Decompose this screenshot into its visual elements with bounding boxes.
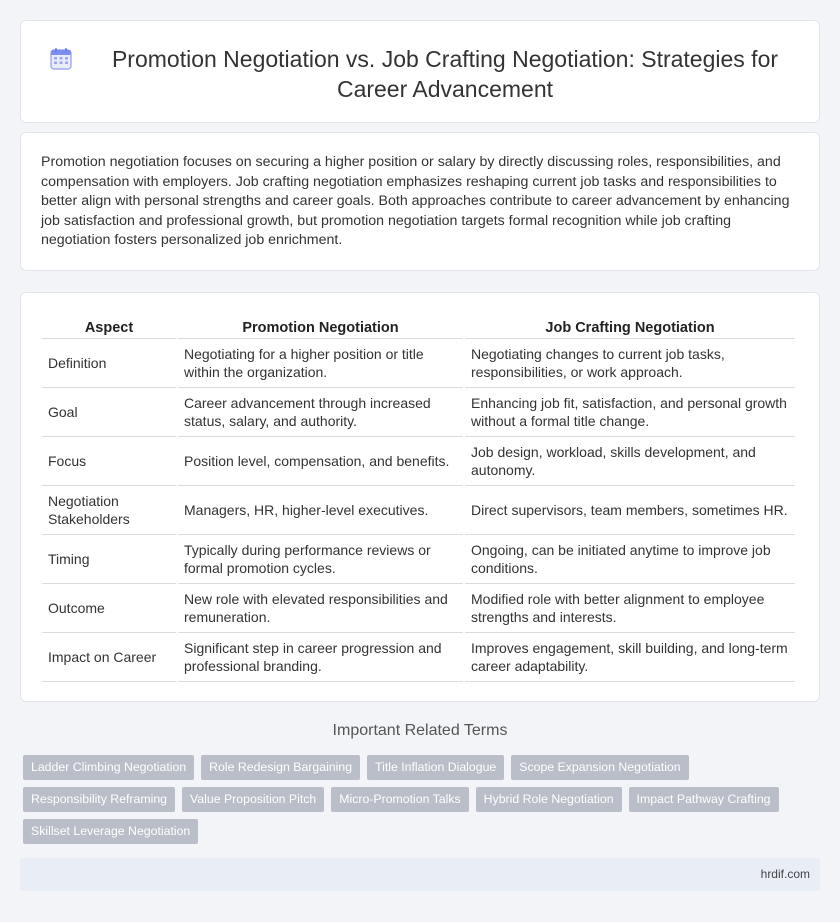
related-term-tag[interactable]: Role Redesign Bargaining [201, 755, 360, 780]
comparison-table-card [20, 292, 820, 702]
related-term-tag[interactable]: Responsibility Reframing [23, 787, 175, 812]
comparison-table [40, 313, 797, 682]
table-row [42, 633, 795, 682]
footer [20, 858, 820, 891]
row-aspect: Goal [42, 388, 176, 437]
table-row [42, 584, 795, 633]
row-aspect: Outcome [42, 584, 176, 633]
related-terms-title: Important Related Terms [332, 722, 508, 739]
table-header-row [42, 313, 795, 339]
footer-site-link[interactable]: hrdif.com [760, 867, 810, 881]
calendar-icon [49, 47, 73, 71]
intro-paragraph: Promotion negotiation focuses on securing a higher position or salary by directly discussing roles, responsibilities, and compensation with employers. Job crafting negotiation emphasizes reshaping current job tasks and responsibilities to better align with personal strengths and career goals. Both approaches contribute to career advancement by enhancing job satisfaction and professional growth, but promotion negotiation targets formal recognition while job crafting negotiation fosters personalized job enrichment. [41, 154, 790, 248]
related-terms-list [23, 755, 803, 844]
row-job-crafting: Negotiating changes to current job tasks, responsibilities, or work approach. [465, 339, 795, 388]
table-row [42, 339, 795, 388]
row-promotion: Managers, HR, higher-level executives. [178, 486, 463, 535]
related-term-tag[interactable]: Micro-Promotion Talks [331, 787, 468, 812]
row-job-crafting: Job design, workload, skills development, and autonomy. [465, 437, 795, 486]
row-aspect: Timing [42, 535, 176, 584]
row-promotion: Position level, compensation, and benefits. [178, 437, 463, 486]
table-row [42, 437, 795, 486]
table-row [42, 535, 795, 584]
related-term-tag[interactable]: Ladder Climbing Negotiation [23, 755, 194, 780]
row-job-crafting: Direct supervisors, team members, sometimes HR. [465, 486, 795, 535]
page-title: Promotion Negotiation vs. Job Crafting Negotiation: Strategies for Career Advancement [111, 46, 779, 102]
row-aspect: Definition [42, 339, 176, 388]
row-promotion: New role with elevated responsibilities and remuneration. [178, 584, 463, 633]
row-job-crafting: Enhancing job fit, satisfaction, and personal growth without a formal title change. [465, 388, 795, 437]
row-aspect: Impact on Career [42, 633, 176, 682]
intro-card [20, 132, 820, 271]
table-row [42, 486, 795, 535]
header-aspect: Aspect [42, 313, 176, 339]
row-job-crafting: Improves engagement, skill building, and long-term career adaptability. [465, 633, 795, 682]
related-term-tag[interactable]: Title Inflation Dialogue [367, 755, 504, 780]
row-aspect: Focus [42, 437, 176, 486]
related-term-tag[interactable]: Scope Expansion Negotiation [511, 755, 688, 780]
related-term-tag[interactable]: Impact Pathway Crafting [629, 787, 779, 812]
row-aspect: Negotiation Stakeholders [42, 486, 176, 535]
row-promotion: Negotiating for a higher position or title within the organization. [178, 339, 463, 388]
related-term-tag[interactable]: Skillset Leverage Negotiation [23, 819, 198, 844]
row-job-crafting: Ongoing, can be initiated anytime to improve job conditions. [465, 535, 795, 584]
related-term-tag[interactable]: Hybrid Role Negotiation [476, 787, 622, 812]
row-promotion: Significant step in career progression and professional branding. [178, 633, 463, 682]
table-row [42, 388, 795, 437]
row-job-crafting: Modified role with better alignment to employee strengths and interests. [465, 584, 795, 633]
row-promotion: Career advancement through increased status, salary, and authority. [178, 388, 463, 437]
header-promotion: Promotion Negotiation [178, 313, 463, 339]
row-promotion: Typically during performance reviews or formal promotion cycles. [178, 535, 463, 584]
header-job-crafting: Job Crafting Negotiation [465, 313, 795, 339]
related-term-tag[interactable]: Value Proposition Pitch [182, 787, 324, 812]
title-card [20, 20, 820, 123]
